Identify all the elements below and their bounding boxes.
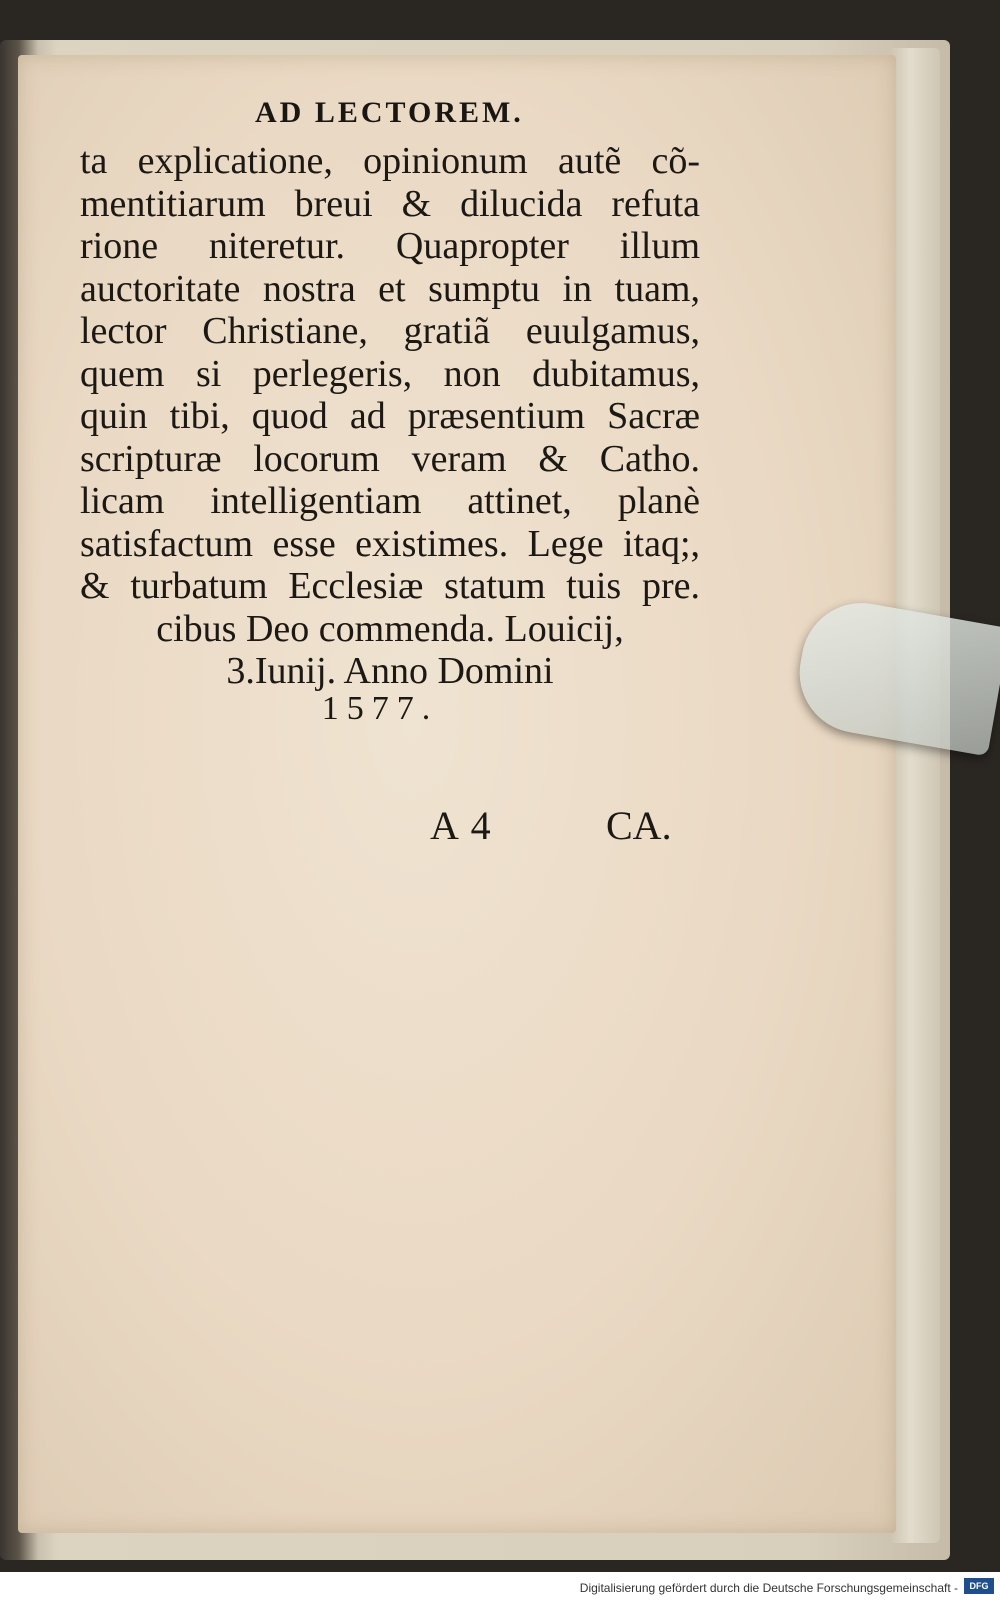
text-line: ta explicatione, opinionum autẽ cõ- (80, 140, 700, 182)
footer-bar (0, 1572, 1000, 1603)
footer-credit: Digitalisierung gefördert durch die Deutsche Forschungsgemeinschaft - (579, 1581, 958, 1595)
text-line: quin tibi, quod ad præsentium Sacræ (80, 395, 700, 437)
text-line: 3.Iunij. Anno Domini (226, 650, 554, 692)
running-header: AD LECTOREM. (255, 96, 524, 129)
text-line: quem si perlegeris, non dubitamus, (80, 352, 700, 395)
text-line: satisfactum esse existimes. Lege itaq;, (80, 522, 700, 565)
catchword: CA. (606, 803, 672, 848)
text-line: auctoritate nostra et sumptu in tuam, (80, 267, 700, 310)
text-line: mentitiarum breui & dilucida refuta (80, 182, 700, 225)
body-text (80, 140, 700, 693)
signature-mark: A 4 (430, 803, 491, 848)
text-line: licam intelligentiam attinet, planè (80, 480, 700, 522)
text-line: cibus Deo commenda. Louicij, (156, 607, 624, 650)
text-line: lector Christiane, gratiã euulgamus, (80, 310, 700, 352)
page-edge (890, 48, 940, 1543)
text-line: scripturæ locorum veram & Catho. (80, 437, 700, 480)
text-line: rione niteretur. Quapropter illum (80, 225, 700, 267)
publication-year: 1577. (321, 690, 439, 727)
text-line: & turbatum Ecclesiæ statum tuis pre. (80, 565, 700, 607)
dfg-logo: DFG (964, 1578, 994, 1594)
